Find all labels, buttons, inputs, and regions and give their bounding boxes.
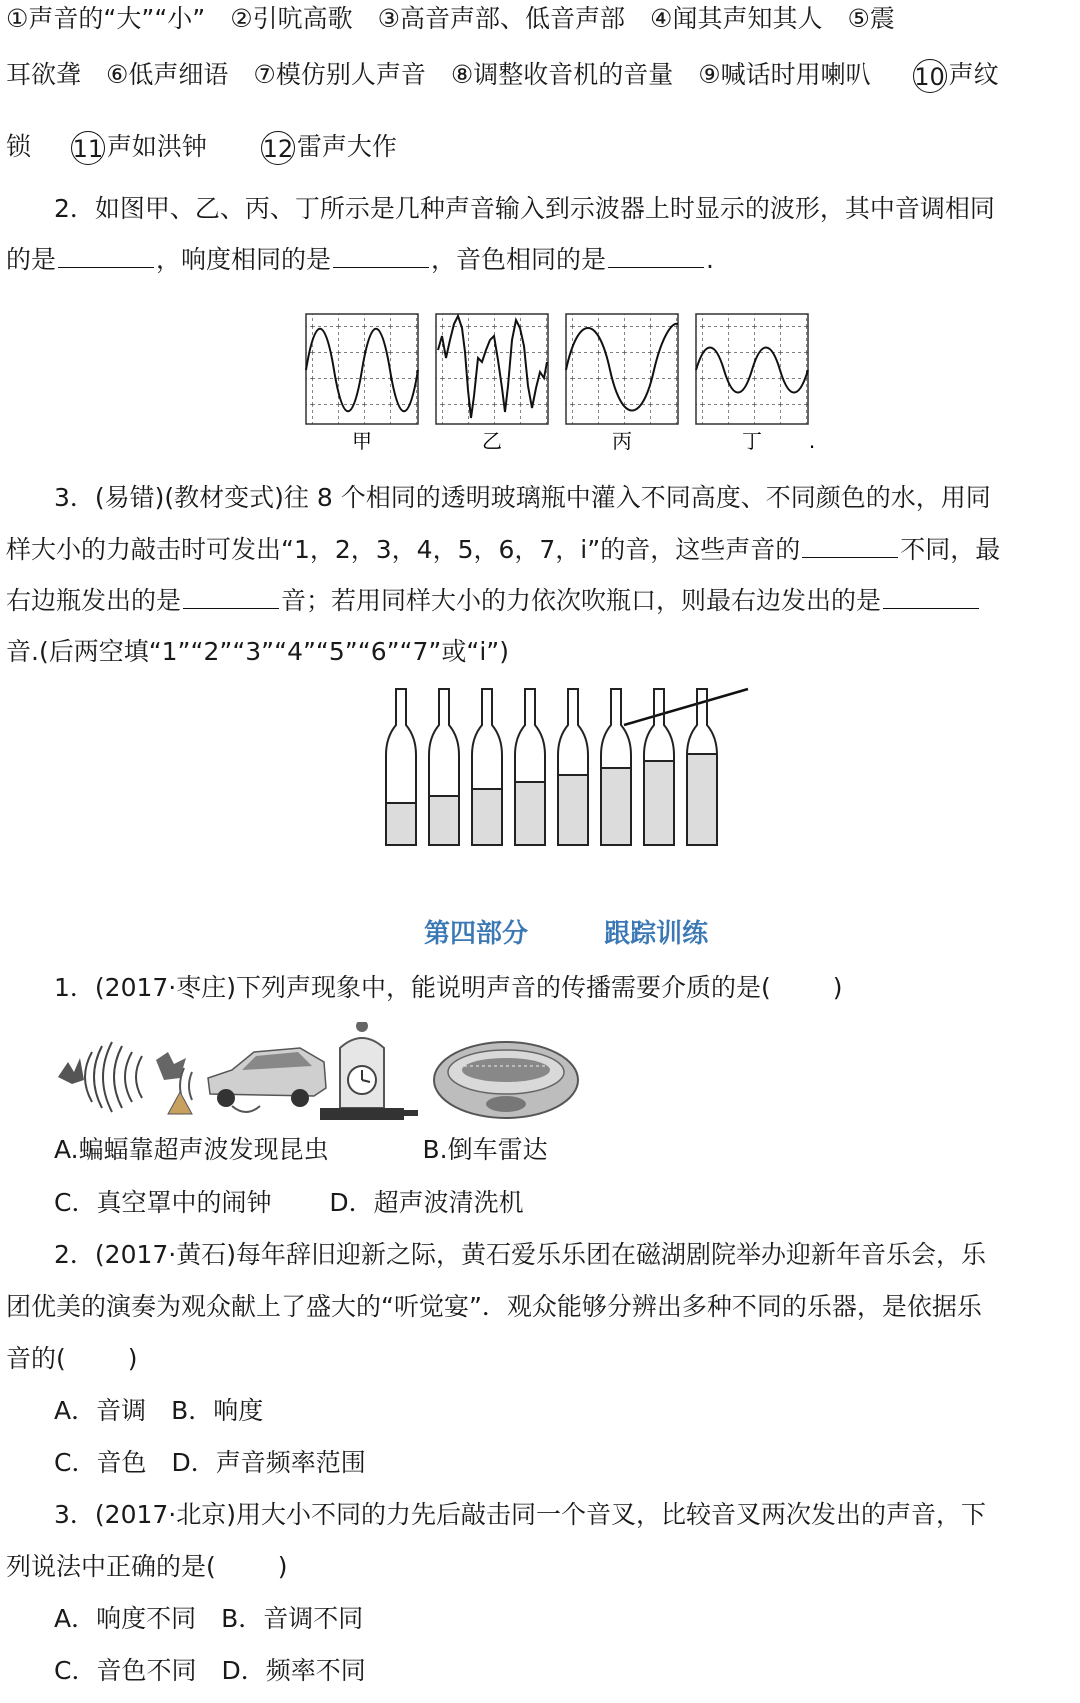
t1-option-c[interactable]: C．真空罩中的闹钟 xyxy=(54,1188,272,1217)
t2-options-cd xyxy=(54,1446,366,1480)
bottle-water-6 xyxy=(602,768,630,845)
q2-blank-loudness[interactable] xyxy=(333,245,429,268)
t3-line-2 xyxy=(6,1550,288,1584)
bottle-3 xyxy=(472,689,502,845)
bottle-water-7 xyxy=(645,761,673,845)
q2-blank-pitch[interactable] xyxy=(58,245,154,268)
bottle-water-1 xyxy=(387,803,415,845)
q3-line-1 xyxy=(54,481,991,515)
q3-seg2: 不同，最 xyxy=(900,535,1001,564)
q2-line-2 xyxy=(6,243,714,277)
q3-blank-2[interactable] xyxy=(183,586,279,609)
intro-item-11: 声如洪钟 xyxy=(106,132,207,161)
t2-options-cd-text[interactable]: C．音色 D．声音频率范围 xyxy=(54,1448,366,1477)
ultrasonic-cleaner-image xyxy=(434,1042,578,1118)
bottle-water-4 xyxy=(516,782,544,845)
t3-text-1: 3．(2017·北京)用大小不同的力先后敲击同一个音叉，比较音叉两次发出的声音，下 xyxy=(54,1500,986,1529)
waveform-figure xyxy=(0,300,1080,460)
bat-ultrasound-image xyxy=(58,1042,186,1112)
intro-items-2: 耳欲聋 ⑥低声细语 ⑦模仿别人声音 ⑧调整收音机的音量 ⑨喊话时用喇叭 xyxy=(6,60,871,89)
q3-line-3 xyxy=(6,584,981,618)
waveform-ding xyxy=(696,314,808,424)
label-dot: . xyxy=(808,429,816,453)
car-radar-image xyxy=(168,1048,326,1114)
q2-seg1: 的是 xyxy=(6,245,57,274)
t2-text-2: 团优美的演奏为观众献上了盛大的“听觉宴”．观众能够分辨出多种不同的乐器，是依据乐 xyxy=(6,1292,982,1321)
label-yi: 乙 xyxy=(482,429,502,453)
q3-blank-3[interactable] xyxy=(883,586,979,609)
striking-stick xyxy=(624,689,748,725)
t1-option-b[interactable]: B.倒车雷达 xyxy=(422,1135,548,1164)
bottle-1 xyxy=(386,689,416,845)
bottle-5 xyxy=(558,689,588,845)
q3-question-text: 3．(易错)(教材变式)往 8 个相同的透明玻璃瓶中灌入不同高度、不同颜色的水，用同 xyxy=(54,483,991,512)
circled-number-12: 12 xyxy=(261,131,295,165)
q2-seg4: . xyxy=(706,245,714,274)
bottle-8 xyxy=(687,689,717,845)
section-part: 第四部分 xyxy=(424,919,529,949)
t2-text-3: 音的( xyxy=(6,1344,66,1373)
waveform-bing xyxy=(566,314,678,424)
q2-question-text: 2．如图甲、乙、丙、丁所示是几种声音输入到示波器上时显示的波形，其中音调相同 xyxy=(54,194,995,223)
intro-line-1 xyxy=(6,2,895,36)
circled-number-10: 10 xyxy=(913,59,947,93)
t1-options-ab xyxy=(54,1133,548,1167)
bottle-water-3 xyxy=(473,789,501,845)
label-ding: 丁 xyxy=(742,429,762,453)
t2-text-1: 2．(2017·黄石)每年辞旧迎新之际，黄石爱乐乐团在磁湖剧院举办迎新年音乐会，乐 xyxy=(54,1240,986,1269)
q3-seg1: 样大小的力敲击时可发出“1，2，3，4，5，6，7，i”的音，这些声音的 xyxy=(6,535,801,564)
intro-item-12: 雷声大作 xyxy=(296,132,397,161)
t3-options-cd-text[interactable]: C．音色不同 D．频率不同 xyxy=(54,1656,366,1685)
label-bing: 丙 xyxy=(612,429,632,453)
t2-close-paren: ) xyxy=(127,1344,138,1373)
bottle-water-5 xyxy=(559,775,587,845)
q3-line-2 xyxy=(6,533,1000,567)
bottle-water-8 xyxy=(688,754,716,845)
intro-item-10: 声纹 xyxy=(948,60,999,89)
q3-seg4: 音；若用同样大小的力依次吹瓶口，则最右边发出的是 xyxy=(281,586,882,615)
bottle-4 xyxy=(515,689,545,845)
t1-close-paren: ) xyxy=(832,973,843,1002)
t3-options-cd xyxy=(54,1654,366,1688)
bottle-2 xyxy=(429,689,459,845)
t2-options-ab xyxy=(54,1394,263,1428)
t1-question-text: 1．(2017·枣庄)下列声现象中，能说明声音的传播需要介质的是( xyxy=(54,973,771,1002)
q2-line-1 xyxy=(54,192,995,226)
bottles-figure xyxy=(0,685,1080,865)
t1-option-d[interactable]: D．超声波清洗机 xyxy=(329,1188,524,1217)
q3-line-4 xyxy=(6,635,509,669)
t3-options-ab-text[interactable]: A．响度不同 B．音调不同 xyxy=(54,1604,364,1633)
t1-option-a[interactable]: A.蝙蝠靠超声波发现昆虫 xyxy=(54,1135,329,1164)
vacuum-bell-jar-image xyxy=(320,1022,418,1120)
q3-seg3: 右边瓶发出的是 xyxy=(6,586,182,615)
bottle-water-2 xyxy=(430,796,458,845)
intro-item-10-end: 锁 xyxy=(6,132,32,161)
intro-items-1: ①声音的“大”“小” ②引吭高歌 ③高音声部、低音声部 ④闻其声知其人 ⑤震 xyxy=(6,4,895,33)
bottle-6 xyxy=(601,689,631,845)
q2-seg3: ，音色相同的是 xyxy=(431,245,607,274)
section-title: 跟踪训练 xyxy=(604,919,709,949)
waveform-yi xyxy=(436,314,548,424)
t3-options-ab xyxy=(54,1602,363,1636)
waveform-jia xyxy=(306,314,418,424)
section-heading xyxy=(424,917,708,951)
label-jia: 甲 xyxy=(352,429,372,453)
t3-close-paren: ) xyxy=(277,1552,288,1581)
t2-options-ab-text[interactable]: A．音调 B．响度 xyxy=(54,1396,264,1425)
t3-text-2: 列说法中正确的是( xyxy=(6,1552,216,1581)
t3-line-1 xyxy=(54,1498,986,1532)
t1-images xyxy=(56,1022,676,1132)
q2-seg2: ，响度相同的是 xyxy=(156,245,332,274)
t1-question xyxy=(54,971,843,1005)
circled-number-11: 11 xyxy=(71,131,105,165)
intro-line-3 xyxy=(6,130,397,165)
t2-line-3 xyxy=(6,1342,138,1376)
q3-blank-1[interactable] xyxy=(802,535,898,558)
q2-blank-timbre[interactable] xyxy=(608,245,704,268)
intro-line-2 xyxy=(6,58,999,93)
t2-line-1 xyxy=(54,1238,986,1272)
t2-line-2 xyxy=(6,1290,982,1324)
t1-options-cd xyxy=(54,1186,524,1220)
q3-seg5: 音.(后两空填“1”“2”“3”“4”“5”“6”“7”或“i”) xyxy=(6,637,509,666)
